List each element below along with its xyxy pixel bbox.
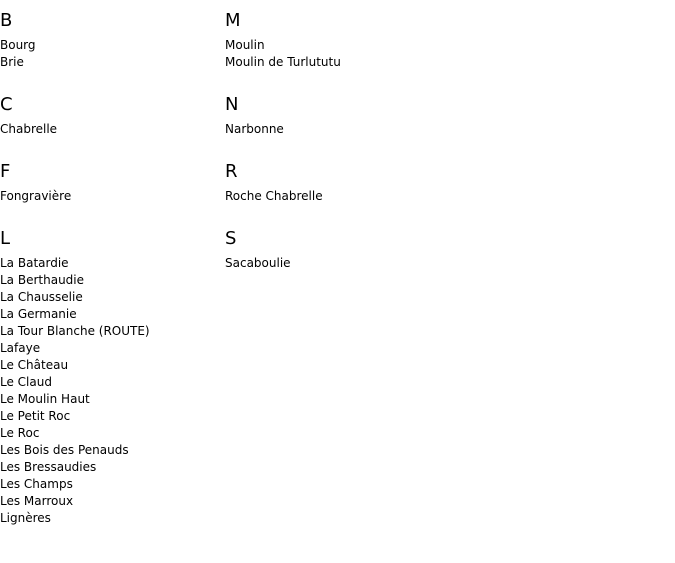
place-link[interactable]: Les Champs — [0, 477, 73, 491]
letter-group-s — [225, 218, 525, 285]
letter-group-n — [225, 84, 525, 151]
group-spacer — [225, 71, 525, 84]
place-link[interactable]: Chabrelle — [0, 122, 58, 136]
group-spacer — [0, 138, 220, 151]
place-link[interactable]: Les Bressaudies — [0, 460, 97, 474]
entry-list — [0, 121, 220, 138]
place-link[interactable]: Le Claud — [0, 375, 52, 389]
group-spacer — [225, 272, 525, 285]
group-spacer — [225, 205, 525, 218]
group-spacer — [0, 527, 220, 540]
letter-group-m — [225, 0, 525, 84]
place-link[interactable]: Les Bois des Penauds — [0, 443, 129, 457]
entry-list — [0, 188, 220, 205]
place-link[interactable]: Narbonne — [225, 122, 284, 136]
place-link[interactable]: Lafaye — [0, 341, 41, 355]
place-link[interactable]: Roche Chabrelle — [225, 189, 323, 203]
place-link[interactable]: Brie — [0, 55, 24, 69]
group-spacer — [0, 205, 220, 218]
place-link[interactable]: Les Marroux — [0, 494, 74, 508]
place-link[interactable]: Moulin de Turlututu — [225, 55, 341, 69]
place-link[interactable]: Le Château — [0, 358, 69, 372]
group-spacer — [0, 71, 220, 84]
letter-group-c — [0, 84, 220, 151]
index-column-right — [225, 0, 525, 285]
letter-heading: B — [0, 10, 13, 31]
place-link[interactable]: Moulin — [225, 38, 265, 52]
letter-heading: M — [225, 10, 241, 31]
group-spacer — [225, 138, 525, 151]
place-link[interactable]: La Berthaudie — [0, 273, 85, 287]
letter-heading: R — [225, 161, 238, 182]
place-link[interactable]: La Tour Blanche (ROUTE) — [0, 324, 150, 338]
place-link[interactable]: La Germanie — [0, 307, 77, 321]
entry-list — [225, 121, 525, 138]
entry-list — [225, 255, 525, 272]
entry-list — [225, 188, 525, 205]
letter-heading: F — [0, 161, 11, 182]
place-link[interactable]: La Batardie — [0, 256, 69, 270]
letter-heading: S — [225, 228, 237, 249]
letter-heading: C — [0, 94, 13, 115]
letter-heading: L — [0, 228, 11, 249]
letter-heading: N — [225, 94, 239, 115]
letter-group-l — [0, 218, 220, 540]
place-link[interactable]: La Chausselie — [0, 290, 83, 304]
place-link[interactable]: Le Moulin Haut — [0, 392, 90, 406]
place-link[interactable]: Lignères — [0, 511, 51, 525]
index-column-left — [0, 0, 220, 540]
place-link[interactable]: Sacaboulie — [225, 256, 291, 270]
letter-group-f — [0, 151, 220, 218]
letter-group-b — [0, 0, 220, 84]
place-link[interactable]: Le Roc — [0, 426, 40, 440]
letter-group-r — [225, 151, 525, 218]
entry-list — [0, 37, 220, 71]
entry-list — [225, 37, 525, 71]
place-link[interactable]: Le Petit Roc — [0, 409, 71, 423]
place-link[interactable]: Fongravière — [0, 189, 72, 203]
place-link[interactable]: Bourg — [0, 38, 36, 52]
entry-list — [0, 255, 220, 527]
